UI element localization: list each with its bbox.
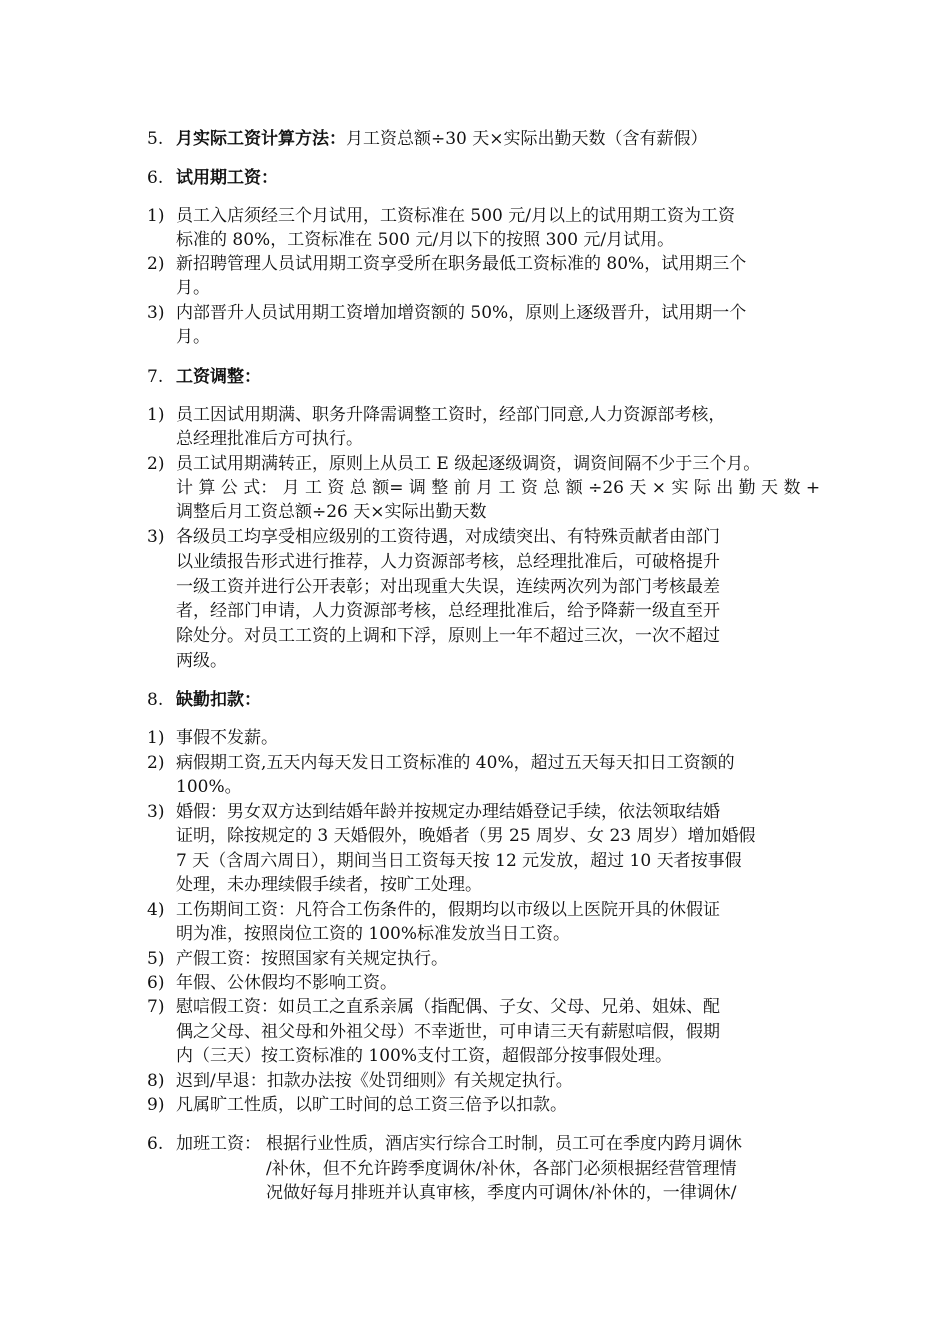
item-line: 总经理批准后方可执行。 [176,429,363,449]
item-line: 各级员工均享受相应级别的工资待遇，对成绩突出、有特殊贡献者由部门 [176,527,720,547]
item-line: 偶之父母、祖父母和外祖父母）不幸逝世，可申请三天有薪慰唁假，假期 [176,1022,720,1042]
section-heading: 缺勤扣款： [176,690,261,710]
item-line: 慰唁假工资：如员工之直系亲属（指配偶、子女、父母、兄弟、姐妹、配 [176,997,720,1017]
item-line: 产假工资：按照国家有关规定执行。 [176,949,448,969]
item-number: 2) [147,254,165,274]
item-line: 100%。 [176,777,242,797]
item-line: 两级。 [176,651,227,671]
section-line: 根据行业性质，酒店实行综合工时制，员工可在季度内跨月调休 [266,1134,742,1154]
item-line: 一级工资并进行公开表彰；对出现重大失误，连续两次列为部门考核最差 [176,577,720,597]
item-line: 新招聘管理人员试用期工资享受所在职务最低工资标准的 80%，试用期三个 [176,254,747,274]
section-5-line [176,128,708,150]
item-line: 工伤期间工资：凡符合工伤条件的，假期均以市级以上医院开具的休假证 [176,900,720,920]
section-heading: 工资调整： [176,367,261,387]
item-number: 6) [147,973,165,993]
item-line: 处理，未办理续假手续者，按旷工处理。 [176,875,482,895]
item-line: 员工因试用期满、职务升降需调整工资时，经部门同意,人力资源部考核， [176,405,726,425]
section-heading: 月实际工资计算方法： [176,129,346,149]
item-number: 4) [147,900,165,920]
item-line: 员工试用期满转正，原则上从员工 E 级起逐级调资，调资间隔不少于三个月。 [176,454,761,474]
item-number: 8) [147,1071,165,1091]
item-number: 1) [147,206,165,226]
section-line: 况做好每月排班并认真审核，季度内可调休/补休的，一律调休/ [266,1183,737,1203]
item-line: 除处分。对员工工资的上调和下浮，原则上一年不超过三次，一次不超过 [176,626,720,646]
item-line: 迟到/早退：扣款办法按《处罚细则》有关规定执行。 [176,1071,573,1091]
section-number: 5. [147,129,164,149]
item-line: 内部晋升人员试用期工资增加增资额的 50%，原则上逐级晋升，试用期一个 [176,303,747,323]
item-line: 病假期工资,五天内每天发日工资标准的 40%，超过五天每天扣日工资额的 [176,753,735,773]
item-line: 月。 [176,278,210,298]
item-line: 调整后月工资总额÷26 天×实际出勤天数 [176,502,487,522]
item-number: 1) [147,728,165,748]
item-line: 内（三天）按工资标准的 100%支付工资，超假部分按事假处理。 [176,1046,673,1066]
item-number: 3) [147,802,165,822]
item-line: 员工入店须经三个月试用，工资标准在 500 元/月以上的试用期工资为工资 [176,206,735,226]
item-line: 凡属旷工性质，以旷工时间的总工资三倍予以扣款。 [176,1095,567,1115]
item-line: 事假不发薪。 [176,728,278,748]
item-line: 婚假：男女双方达到结婚年龄并按规定办理结婚登记手续，依法领取结婚 [176,802,720,822]
item-line: 7 天（含周六周日），期间当日工资每天按 12 元发放，超过 10 天者按事假 [176,851,742,871]
item-number: 1) [147,405,165,425]
section-heading: 加班工资： [176,1134,261,1154]
item-number: 9) [147,1095,165,1115]
section-number: 6. [147,168,164,188]
section-line: /补休，但不允许跨季度调休/补休，各部门必须根据经营管理情 [266,1159,737,1179]
item-number: 2) [147,753,165,773]
item-number: 5) [147,949,165,969]
item-number: 7) [147,997,165,1017]
section-text: 月工资总额÷30 天×实际出勤天数（含有薪假） [346,129,708,149]
item-line: 月。 [176,327,210,347]
section-heading: 试用期工资： [176,168,278,188]
item-line: 证明，除按规定的 3 天婚假外，晚婚者（男 25 周岁、女 23 周岁）增加婚假 [176,826,756,846]
item-number: 3) [147,303,165,323]
section-number: 7. [147,367,164,387]
item-line: 明为准，按照岗位工资的 100%标准发放当日工资。 [176,924,571,944]
item-line: 标准的 80%，工资标准在 500 元/月以下的按照 300 元/月试用。 [176,230,675,250]
section-number: 6. [147,1134,164,1154]
item-line: 计 算 公 式： 月 工 资 总 额= 调 整 前 月 工 资 总 额 ÷26 天 × 实 际 出 勤 天 数 + [176,478,821,498]
item-line: 年假、公休假均不影响工资。 [176,973,397,993]
item-line: 者，经部门申请，人力资源部考核，总经理批准后，给予降薪一级直至开 [176,601,720,621]
item-line: 以业绩报告形式进行推荐，人力资源部考核，总经理批准后，可破格提升 [176,552,720,572]
item-number: 3) [147,527,165,547]
section-number: 8. [147,690,164,710]
item-number: 2) [147,454,165,474]
